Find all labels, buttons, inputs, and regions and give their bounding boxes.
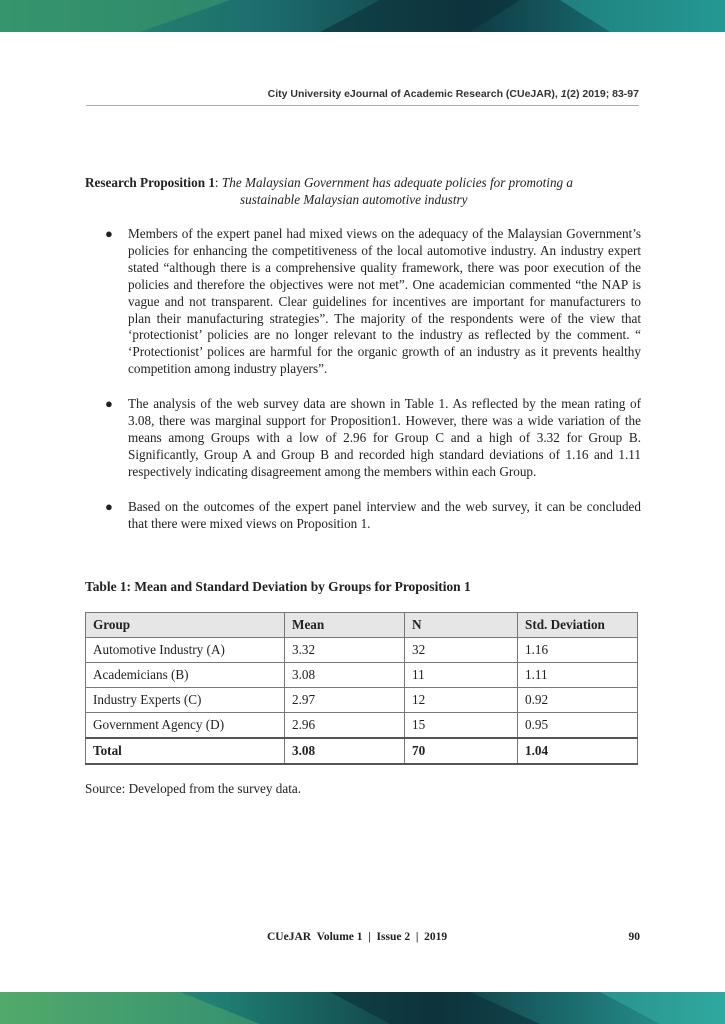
table-row [86, 663, 638, 688]
research-proposition [85, 174, 641, 208]
footer-journal-info: CUeJAR Volume 1 | Issue 2 | 2019 [267, 931, 448, 943]
table-cell: 0.92 [518, 688, 638, 713]
column-header: Group [86, 613, 285, 638]
column-header: N [405, 613, 518, 638]
table-cell: 15 [405, 713, 518, 739]
table-cell: 70 [405, 738, 518, 764]
table-cell: 11 [405, 663, 518, 688]
bullet-list [85, 226, 641, 551]
table-header-row [86, 613, 638, 638]
table-cell: Total [86, 738, 285, 764]
table-row [86, 713, 638, 739]
table-cell: Automotive Industry (A) [86, 638, 285, 663]
table-cell: 2.96 [285, 713, 405, 739]
bullet-text: Based on the outcomes of the expert panel interview and the web survey, it can be concluded that there were mixed views on Proposition 1. [128, 498, 641, 531]
bullet-icon: ● [105, 498, 113, 514]
proposition-label: Research Proposition 1 [85, 175, 215, 190]
table-cell: 3.08 [285, 663, 405, 688]
table-cell: 1.16 [518, 638, 638, 663]
running-head-journal: City University eJournal of Academic Research (CUeJAR), [267, 88, 561, 100]
table-cell: 1.11 [518, 663, 638, 688]
table-total-row [86, 738, 638, 764]
proposition-statement-line1: The Malaysian Government has adequate policies for promoting a [221, 175, 574, 190]
running-head [86, 88, 639, 100]
bullet-text: Members of the expert panel had mixed views on the adequacy of the Malaysian Government’s policies for enhancing the competitiveness of the local automotive industry. An industry expert stated “although there is a comprehensive quality framework, there was poor execution of the policies and therefore the objectives were not met”. One academician commented “the NAP is vague and not transparent. Clear guidelines for incentives are important for manufacturers to plan their manufacturing strategies”. The majority of the respondents were of the view that ‘protectionist’ policies are no longer relevant to the industry as reflected by the comment. “ ‘Protectionist’ polices are harmful for the organic growth of an industry as it prevents healthy competition among industry players”. [128, 226, 641, 377]
table-caption: Table 1: Mean and Standard Deviation by Groups for Proposition 1 [85, 579, 471, 594]
header-decorative-band [0, 0, 725, 32]
column-header: Mean [285, 613, 405, 638]
table-cell: 1.04 [518, 738, 638, 764]
bullet-icon: ● [105, 226, 113, 241]
data-table [85, 612, 638, 765]
table-cell: Government Agency (D) [86, 713, 285, 739]
table-cell: 3.08 [285, 738, 405, 764]
table-cell: 2.97 [285, 688, 405, 713]
list-item [85, 226, 641, 378]
proposition-statement-line2: sustainable Malaysian automotive industry [240, 192, 468, 207]
list-item [85, 396, 641, 481]
column-header: Std. Deviation [518, 613, 638, 638]
table-cell: 12 [405, 688, 518, 713]
table-cell: 32 [405, 638, 518, 663]
bullet-icon: ● [105, 396, 113, 412]
table-cell: Industry Experts (C) [86, 688, 285, 713]
page-number: 90 [628, 931, 640, 943]
table-row [86, 688, 638, 713]
proposition-separator: : [214, 175, 222, 190]
running-head-issue-pages: (2) 2019; 83-97 [566, 88, 639, 100]
header-rule [86, 105, 639, 106]
table-cell: Academicians (B) [86, 663, 285, 688]
table-row [86, 638, 638, 663]
footer-decorative-band [0, 992, 725, 1024]
running-head-volume: 1 [560, 88, 567, 100]
table-cell: 3.32 [285, 638, 405, 663]
source-note: Source: Developed from the survey data. [85, 781, 302, 796]
list-item [85, 499, 641, 533]
table-cell: 0.95 [518, 713, 638, 739]
bullet-text: The analysis of the web survey data are shown in Table 1. As reflected by the mean rating of 3.08, there was marginal support for Proposition1. However, there was a wide variation of the means among Groups with a low of 2.96 for Group C and a high of 3.32 for Group B. Significantly, Group A and Group B and recorded high standard deviations of 1.16 and 1.11 respectively indicating disagreement among the members within each Group. [128, 396, 641, 479]
